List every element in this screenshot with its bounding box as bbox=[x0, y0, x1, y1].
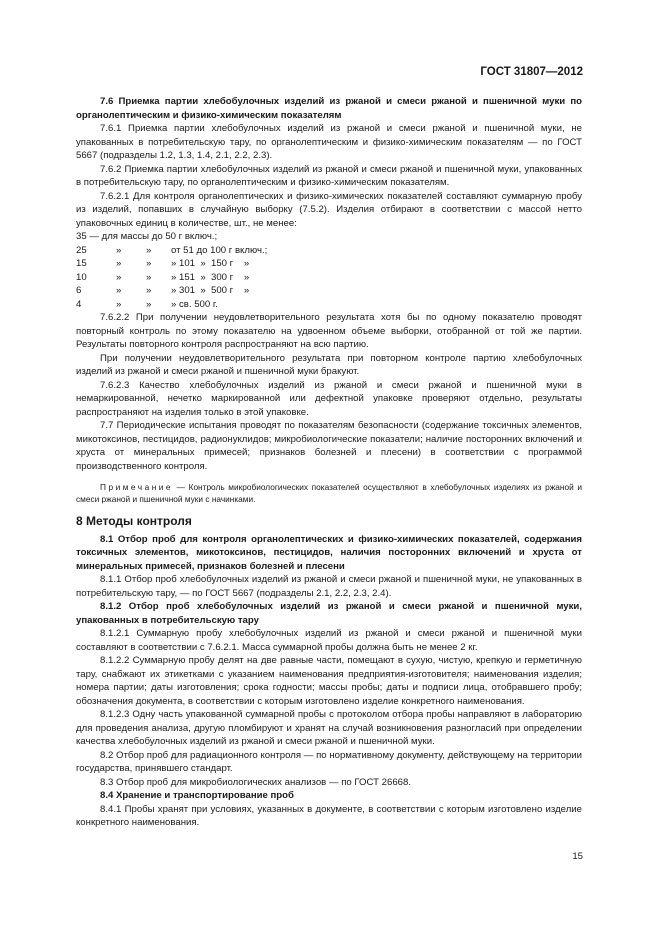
paragraph-8-2: 8.2 Отбор проб для радиационного контроля — по нормативному документу, действующему на территории государства, принявшего стандарт. bbox=[76, 749, 582, 774]
paragraph-7-6-2-2-continued: При получении неудовлетворительного результата при повторном контроле партию хлебобулочных изделий из ржаной и смеси ржаной и пшеничной муки бракуют. bbox=[76, 352, 582, 377]
paragraph-7-6-2: 7.6.2 Приемка партии хлебобулочных изделий из ржаной и смеси ржаной и пшеничной муки, упакованных в потребительскую тару, по органолептическим и физико-химическим показателям. bbox=[76, 163, 582, 188]
document-header: ГОСТ 31807—2012 bbox=[480, 66, 583, 78]
paragraph-7-6-1: 7.6.1 Приемка партии хлебобулочных изделий из ржаной и смеси ржаной и пшеничной муки, не упакованных в потребительскую тару, по органолептическим и физико-химическим показателям — по ГОСТ 5667 (подразделы 1.2, 1.3, 1.4, 2.1, 2.2, 2.3). bbox=[76, 123, 582, 161]
list-item: 10 » » » 151 » 300 г » bbox=[76, 271, 250, 283]
paragraph-7-6-2-3: 7.6.2.3 Качество хлебобулочных изделий из ржаной и смеси ржаной и пшеничной муки в немаркированной, нечетко маркированной или дефектной упаковке проверяют отдельно, результаты распространяют на изделия только в этой упаковке. bbox=[76, 379, 582, 418]
page-number: 15 bbox=[572, 851, 583, 862]
list-item: 25 » » от 51 до 100 г включ.; bbox=[76, 244, 268, 256]
paragraph-8-3: 8.3 Отбор проб для микробиологических анализов — по ГОСТ 26668. bbox=[100, 776, 411, 788]
paragraph-8-1-2-3: 8.1.2.3 Одну часть упакованной суммарной пробы с протоколом отбора пробы направляют в лабораторию для проведения анализа, другую пломбируют и хранят на случай возникновения разногласий при определении качества хлебобулочных изделий из ржаной и смеси ржаной и пшеничной муки. bbox=[76, 709, 582, 747]
list-item: 4 » » » св. 500 г. bbox=[76, 298, 218, 310]
section-8-4-title: 8.4 Хранение и транспортирование проб bbox=[100, 790, 294, 801]
section-8-1-title: 8.1 Отбор проб для контроля органолептических и физико-химических показателей, содержания токсичных элементов, микотоксинов, пестицидов, наличия посторонних включений и хруста от минеральных примесей, признаков болезней и плесени bbox=[76, 533, 582, 572]
paragraph-7-6-2-1: 7.6.2.1 Для контроля органолептических и физико-химических показателей составляют суммарную пробу из изделий, попавших в случайную выборку (7.5.2). Изделия отбирают в соответствии с массой нетто упаковочных единиц в количестве, шт., не менее: bbox=[76, 190, 582, 229]
note-label: Примечание bbox=[100, 482, 174, 492]
note bbox=[76, 481, 582, 505]
note-text: — Контроль микробиологических показателей осуществляют в хлебобулочных изделиях из ржаной и смеси ржаной и пшеничной муки с начинками. bbox=[76, 482, 582, 504]
section-7-6-title: 7.6 Приемка партии хлебобулочных изделий из ржаной и смеси ржаной и пшеничной муки по органолептическим и физико-химическим показателям bbox=[76, 96, 582, 121]
list-item: 35 — для массы до 50 г включ.; bbox=[76, 231, 218, 242]
paragraph-8-1-2-1: 8.1.2.1 Суммарную пробу хлебобулочных изделий из ржаной и смеси ржаной и пшеничной муки составляют в соответствии с 7.6.2.1. Масса суммарной пробы должна быть не менее 2 кг. bbox=[76, 628, 582, 653]
list-item: 15 » » » 101 » 150 г » bbox=[76, 258, 250, 269]
section-8-title: 8 Методы контроля bbox=[76, 514, 192, 528]
section-8-1-2-title: 8.1.2 Отбор проб хлебобулочных изделий из ржаной и смеси ржаной и пшеничной муки, упакованных в потребительскую тару bbox=[76, 601, 582, 626]
document-body bbox=[76, 95, 582, 830]
paragraph-7-7: 7.7 Периодические испытания проводят по показателям безопасности (содержание токсичных элементов, микотоксинов, пестицидов, радионуклидов; микробиологические показатели; наличие посторонних включений и хруста от минеральных примесей; признаков болезней и плесени) в соответствии с программой производственного контроля. bbox=[76, 420, 582, 472]
list-item: 6 » » » 301 » 500 г » bbox=[76, 285, 250, 296]
paragraph-7-6-2-2: 7.6.2.2 При получении неудовлетворительного результата хотя бы по одному показателю проводят повторный контроль по этому показателю на удвоенном объеме выборки, отобранной от той же партии. Результаты повторного контроля распространяют на всю партию. bbox=[76, 312, 582, 350]
paragraph-8-1-1: 8.1.1 Отбор проб хлебобулочных изделий из ржаной и смеси ржаной и пшеничной муки, не упакованных в потребительскую тару, — по ГОСТ 5667 (подразделы 2.1, 2.2, 2.3, 2.4). bbox=[76, 574, 582, 599]
paragraph-8-1-2-2: 8.1.2.2 Суммарную пробу делят на две равные части, помещают в сухую, чистую, крепкую и герметичную тару, снабжают их этикетками с указанием наименования предприятия-изготовителя; наименования изделия; номера партии; даты изготовления; срока годности; массы пробы; даты и подписи лица, отобравшего пробу; обозначения документа, в соответствии с которым изготовлено изделие конкретного наименования. bbox=[76, 655, 582, 707]
sample-quantity-list bbox=[76, 230, 582, 311]
paragraph-8-4-1: 8.4.1 Пробы хранят при условиях, указанных в документе, в соответствии с которым изготовлено изделие конкретного наименования. bbox=[76, 803, 582, 828]
